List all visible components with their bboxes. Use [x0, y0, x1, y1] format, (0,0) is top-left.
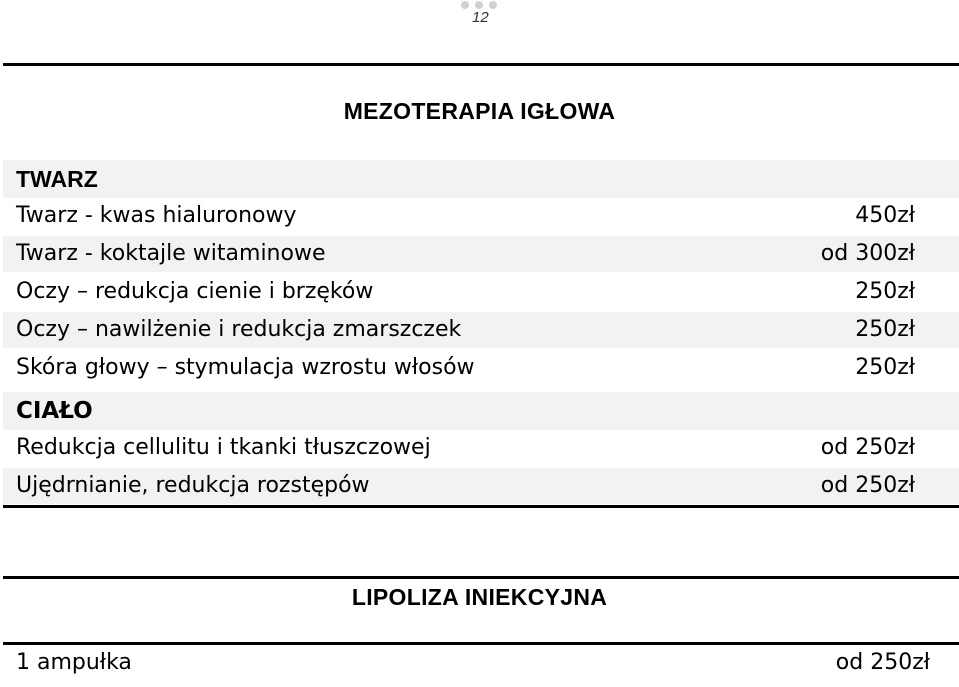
group-title: TWARZ [16, 166, 98, 192]
ornament-dot [461, 1, 469, 9]
service-name: Oczy – redukcja cienie i brzęków [16, 279, 374, 304]
service-name: Ujędrnianie, redukcja rozstępów [16, 473, 370, 498]
page-ornament-dots [461, 1, 497, 9]
service-price: 250zł [855, 279, 915, 304]
group-header-cialo [3, 392, 959, 430]
service-name: Skóra głowy – stymulacja wzrostu włosów [16, 355, 475, 380]
service-name: Redukcja cellulitu i tkanki tłuszczowej [16, 435, 431, 460]
service-name: Twarz - koktajle witaminowe [16, 241, 326, 266]
section-title-lipoliza: LIPOLIZA INIEKCYJNA [351, 584, 608, 610]
ornament-dot [475, 1, 483, 9]
divider [3, 63, 959, 66]
section-title-mezoterapia: MEZOTERAPIA IGŁOWA [343, 98, 616, 124]
service-name: Oczy – nawilżenie i redukcja zmarszczek [16, 317, 462, 342]
price-row [3, 350, 959, 386]
service-price: 450zł [855, 203, 915, 228]
service-price: od 250zł [835, 650, 930, 675]
price-row [3, 198, 959, 234]
service-price: 250zł [855, 355, 915, 380]
service-price: od 250zł [820, 435, 915, 460]
price-row [3, 274, 959, 310]
ornament-dot [489, 1, 497, 9]
price-row [3, 430, 959, 466]
group-title: CIAŁO [16, 398, 93, 424]
price-row [3, 645, 959, 681]
group-header-twarz [3, 160, 959, 198]
service-price: od 300zł [820, 241, 915, 266]
divider [3, 505, 959, 508]
price-row [3, 468, 959, 504]
price-row [3, 312, 959, 348]
service-name: Twarz - kwas hialuronowy [16, 203, 297, 228]
service-name: 1 ampułka [16, 650, 132, 675]
divider [3, 576, 959, 579]
page-number: 12 [472, 9, 489, 26]
price-row [3, 236, 959, 272]
service-price: od 250zł [820, 473, 915, 498]
service-price: 250zł [855, 317, 915, 342]
